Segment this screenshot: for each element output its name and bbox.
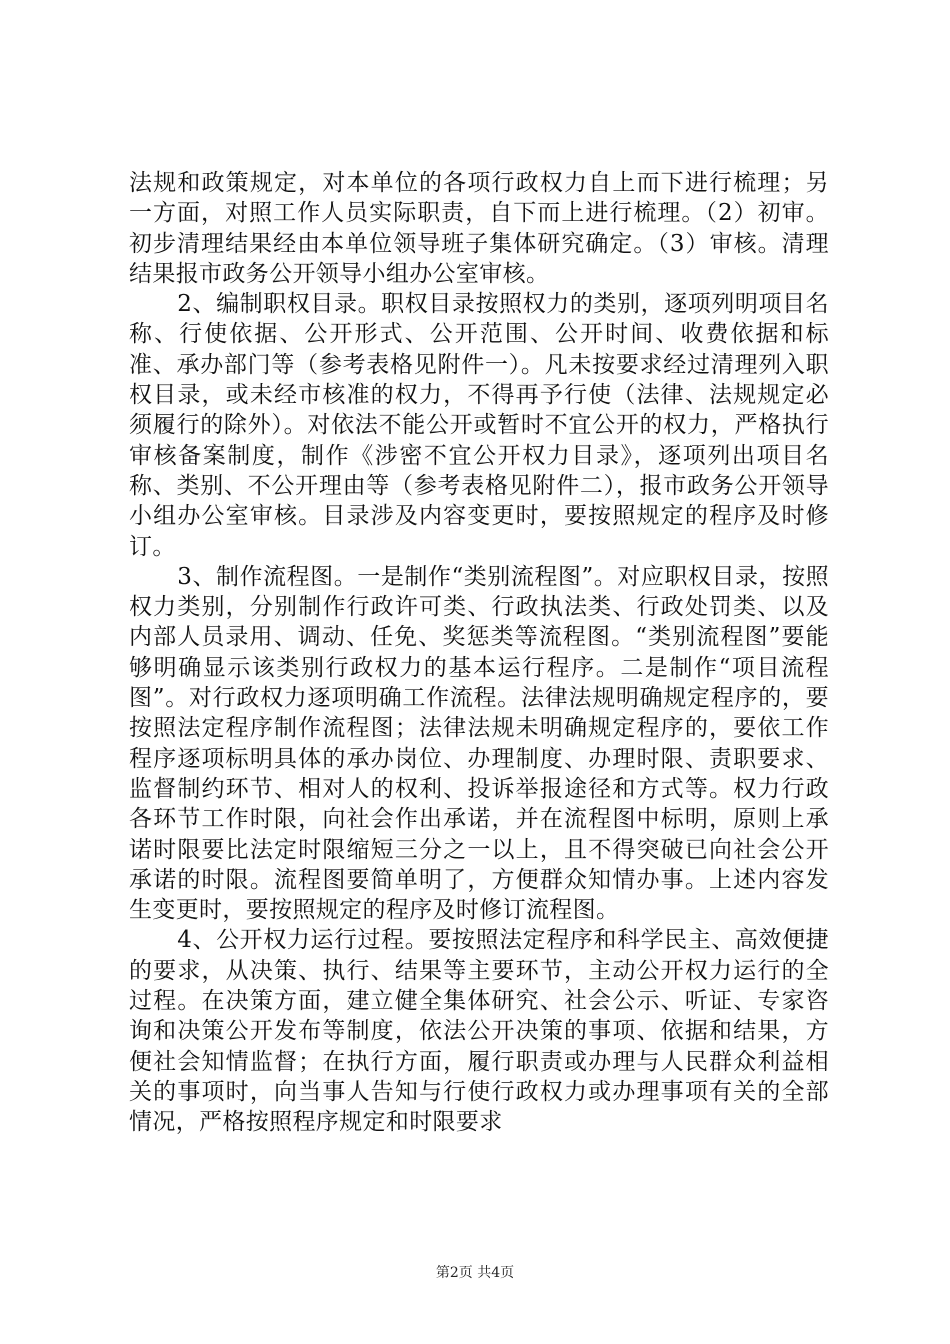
paragraph-1: 法规和政策规定，对本单位的各项行政权力自上而下进行梳理；另一方面，对照工作人员实际职责，自下而上进行梳理。（2）初审。初步清理结果经由本单位领导班子集体研究确定。（3）审核。清理结果报市政务公开领导小组办公室审核。	[129, 170, 829, 287]
paragraph-3: 3、制作流程图。一是制作“类别流程图”。对应职权目录，按照权力类别，分别制作行政许可类、行政执法类、行政处罚类、以及内部人员录用、调动、任免、奖惩类等流程图。“类别流程图”要能够明确显示该类别行政权力的基本运行程序。二是制作“项目流程图”。对行政权力逐项明确工作流程。法律法规明确规定程序的，要按照法定程序制作流程图；法律法规未明确规定程序的，要依工作程序逐项标明具体的承办岗位、办理制度、办理时限、责职要求、监督制约环节、相对人的权利、投诉举报途径和方式等。权力行政各环节工作时限，向社会作出承诺，并在流程图中标明，原则上承诺时限要比法定时限缩短三分之一以上，且不得突破已向社会公开承诺的时限。流程图要简单明了，方便群众知情办事。上述内容发生变更时，要按照规定的程序及时修订流程图。	[129, 563, 829, 924]
page-footer	[0, 1264, 950, 1282]
paragraph-2: 2、编制职权目录。职权目录按照权力的类别，逐项列明项目名称、行使依据、公开形式、公开范围、公开时间、收费依据和标准、承办部门等（参考表格见附件一）。凡未按要求经过清理列入职权目录，或未经市核准的权力，不得再予行使（法律、法规规定必须履行的除外）。对依法不能公开或暂时不宜公开的权力，严格执行审核备案制度，制作《涉密不宜公开权力目录》，逐项列出项目名称、类别、不公开理由等（参考表格见附件二），报市政务公开领导小组办公室审核。目录涉及内容变更时，要按照规定的程序及时修订。	[129, 291, 829, 560]
page-number-indicator: 第2页 共4页	[435, 1265, 515, 1281]
document-body	[129, 168, 829, 1138]
paragraph-4: 4、公开权力运行过程。要按照法定程序和科学民主、高效便捷的要求，从决策、执行、结果等主要环节，主动公开权力运行的全过程。在决策方面，建立健全集体研究、社会公示、听证、专家咨询和决策公开发布等制度，依法公开决策的事项、依据和结果，方便社会知情监督；在执行方面，履行职责或办理与人民群众利益相关的事项时，向当事人告知与行使行政权力或办理事项有关的全部情况，严格按照程序规定和时限要求	[129, 927, 829, 1136]
